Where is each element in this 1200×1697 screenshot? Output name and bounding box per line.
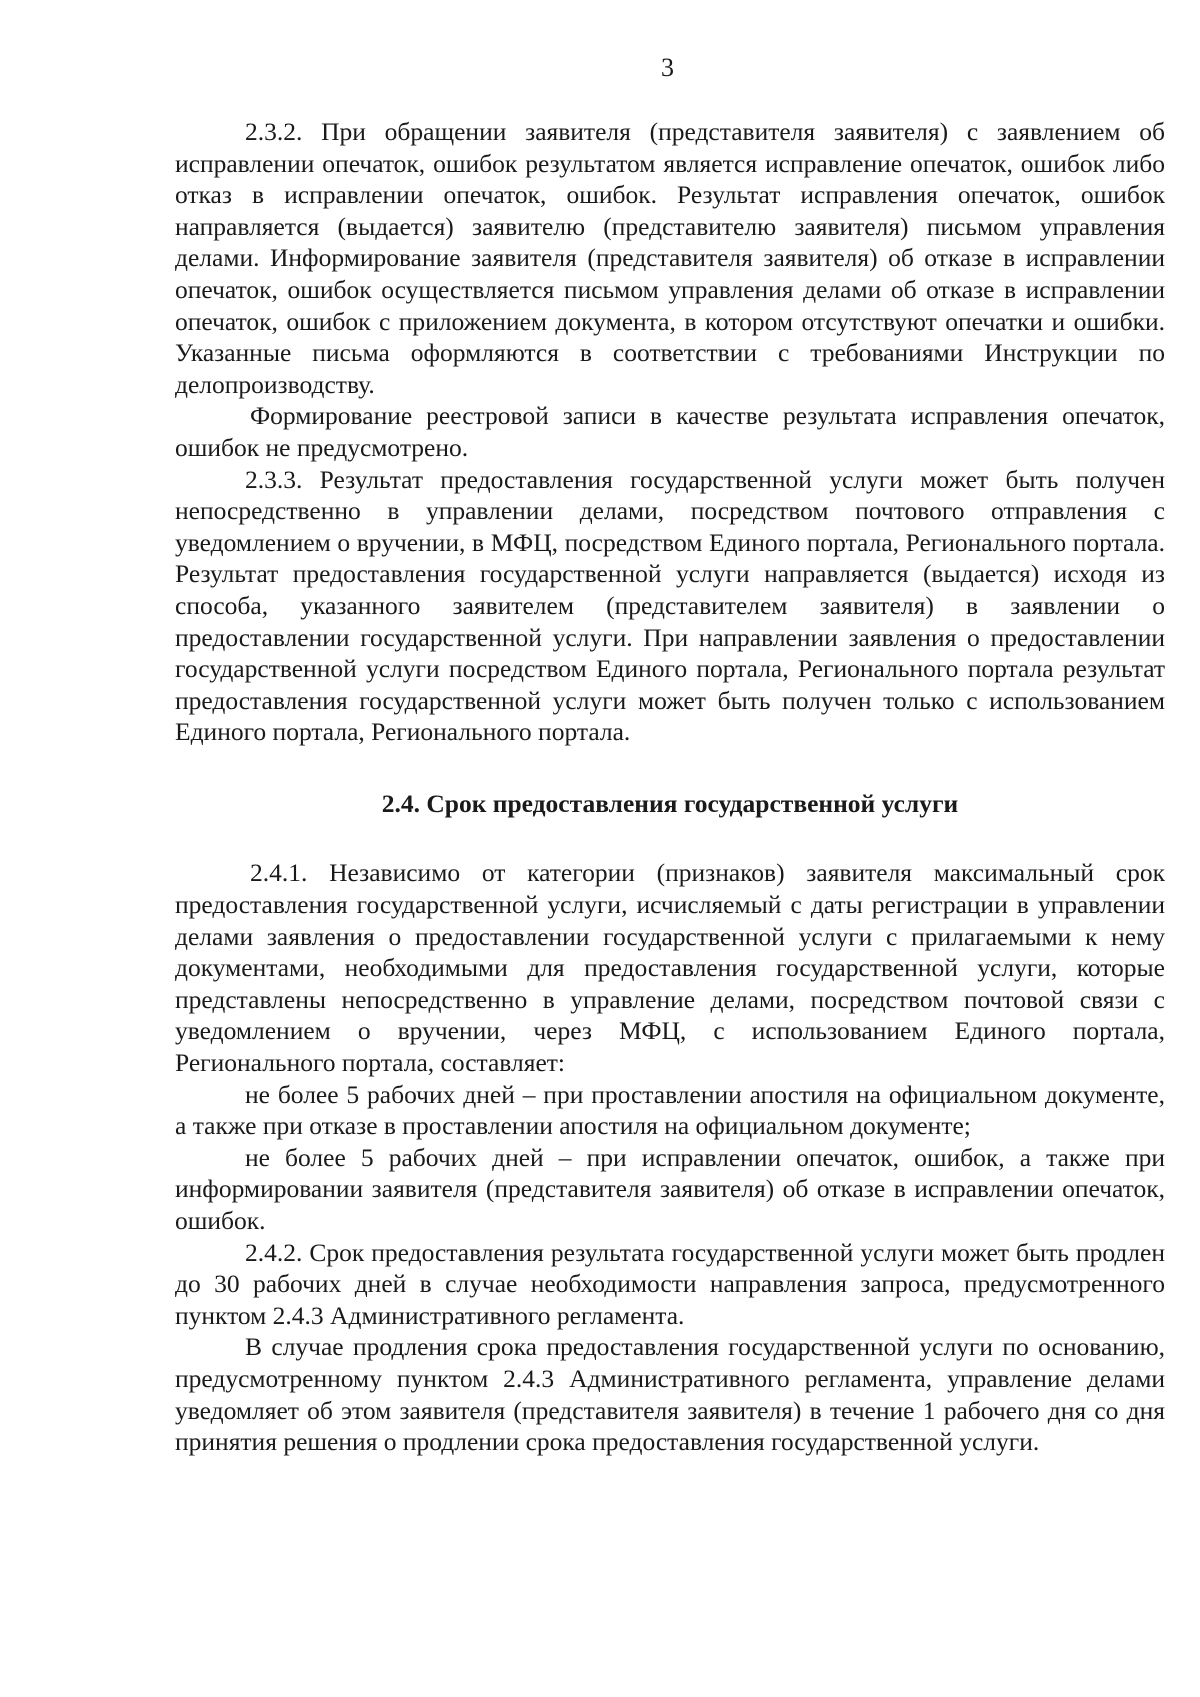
page-number: 3 <box>661 53 674 82</box>
paragraph-2-3-3: 2.3.3. Результат предоставления государственной услуги может быть получен непосредственно в управлении делами, посредством почтового отправления с уведомлением о вручении, в МФЦ, посредством Единого портала, Регионального портала. Результат предоставления государственной услуги направляется (выдается) исходя из способа, указанного заявителем (представителем заявителя) в заявлении о предоставлении государственной услуги. При направлении заявления о предоставлении государственной услуги посредством Единого портала, Регионального портала результат предоставления государственной услуги может быть получен только с использованием Единого портала, Регионального портала. <box>175 464 1165 747</box>
paragraph-2-3-2: 2.3.2. При обращении заявителя (представителя заявителя) с заявлением об исправлении опечаток, ошибок результатом является исправление опечаток, ошибок либо отказ в исправлении опечаток, ошибок. Результат исправления опечаток, ошибок направляется (выдается) заявителю (представителю заявителя) письмом управления делами. Информирование заявителя (представителя заявителя) об отказе в исправлении опечаток, ошибок осуществляется письмом управления делами об отказе в исправлении опечаток, ошибок с приложением документа, в котором отсутствуют опечатки и ошибки. Указанные письма оформляются в соответствии с требованиями Инструкции по делопроизводству. <box>175 117 1165 399</box>
paragraph-corrections-term: не более 5 рабочих дней – при исправлении опечаток, ошибок, а также при информировании заявителя (представителя заявителя) об отказе в исправлении опечаток, ошибок. <box>175 1142 1165 1235</box>
paragraph-apostille-term: не более 5 рабочих дней – при проставлении апостиля на официальном документе, а также при отказе в проставлении апостиля на официальном документе; <box>175 1079 1165 1141</box>
paragraph-2-4-1: 2.4.1. Независимо от категории (признаков) заявителя максимальный срок предоставления государственной услуги, исчисляемый с даты регистрации в управлении делами заявления о предоставлении государственной услуги с прилагаемыми к нему документами, необходимыми для предоставления государственной услуги, которые представлены непосредственно в управление делами, посредством почтовой связи с уведомлением о вручении, через МФЦ, с использованием Единого портала, Регионального портала, составляет: <box>175 858 1165 1078</box>
section-heading-2-4: 2.4. Срок предоставления государственной услуги <box>381 788 959 818</box>
paragraph-2-4-2: 2.4.2. Срок предоставления результата государственной услуги может быть продлен до 30 рабочих дней в случае необходимости направления запроса, предусмотренного пунктом 2.4.3 Административного регламента. <box>175 1237 1165 1330</box>
paragraph-registry-record: Формирование реестровой записи в качестве результата исправления опечаток, ошибок не предусмотрено. <box>175 401 1165 462</box>
paragraph-term-extension: В случае продления срока предоставления государственной услуги по основанию, предусмотренному пунктом 2.4.3 Административного регламента, управление делами уведомляет об этом заявителя (представителя заявителя) в течение 1 рабочего дня со дня принятия решения о продлении срока предоставления государственной услуги. <box>175 1332 1165 1457</box>
document-body <box>175 116 1165 1458</box>
